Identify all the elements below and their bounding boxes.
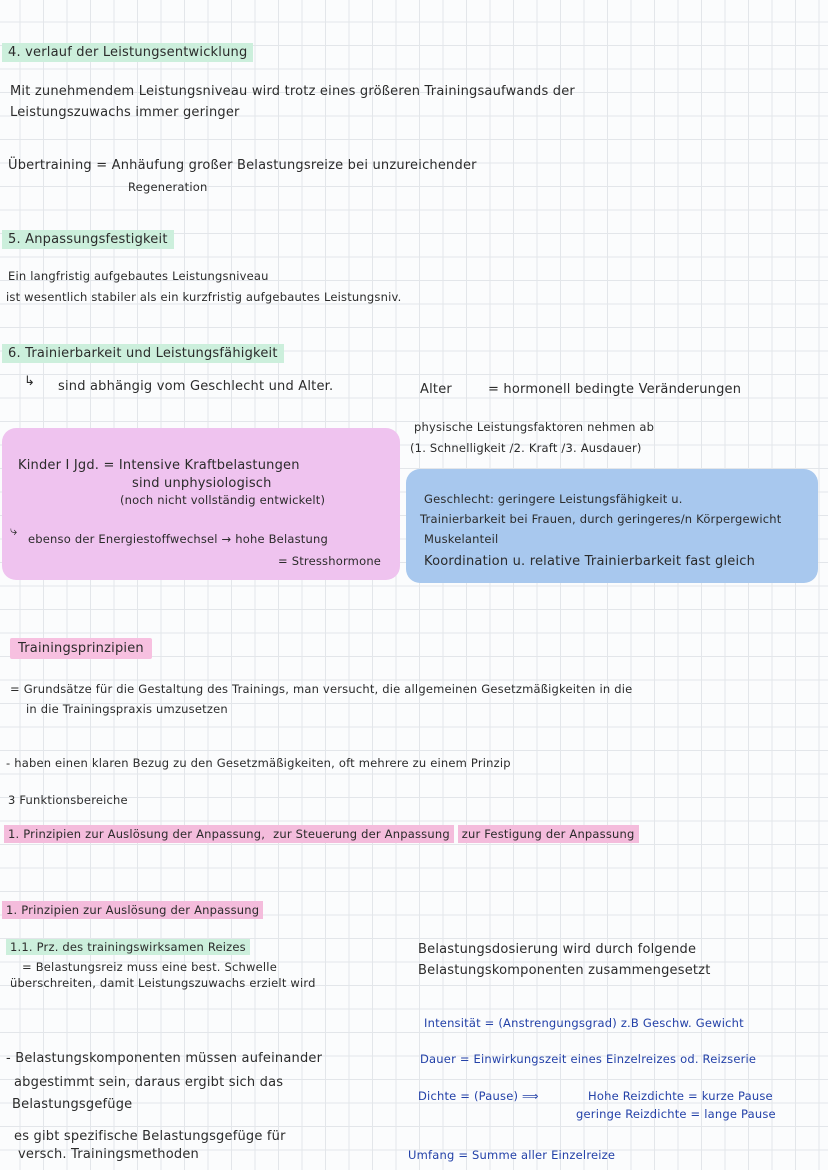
trainingsprinzipien-definition-1: = Grundsätze für die Gestaltung des Trainings, man versucht, die allgemeinen Gesetzmäßigkeiten in die [10, 682, 633, 696]
kinder-line-5: = Stresshormone [278, 554, 382, 568]
kinder-line-3: (noch nicht vollständig entwickelt) [120, 493, 326, 507]
kinder-line-4: ebenso der Energiestoffwechsel → hohe Belastung [28, 532, 328, 546]
section-1-1-line-1: = Belastungsreiz muss eine best. Schwelle [22, 960, 277, 974]
dichte-hoch: Hohe Reizdichte = kurze Pause [588, 1089, 773, 1103]
belastungskomponenten-line-1: - Belastungskomponenten müssen aufeinander [6, 1051, 323, 1066]
prinzipien-overview [4, 827, 639, 842]
trainingsprinzipien-heading: Trainingsprinzipien [10, 640, 152, 657]
alter-label: Alter [420, 382, 452, 397]
alter-definition: = hormonell bedingte Veränderungen [488, 382, 742, 397]
dichte-gering: geringe Reizdichte = lange Pause [576, 1107, 776, 1121]
belastungskomponenten-line-4: es gibt spezifische Belastungsgefüge für [14, 1129, 286, 1144]
intensitaet-line: Intensität = (Anstrengungsgrad) z.B Geschw. Gewicht [424, 1016, 744, 1030]
alter-line-2: physische Leistungsfaktoren nehmen ab [414, 420, 655, 434]
kinder-line-1: Kinder I Jgd. = Intensive Kraftbelastungen [18, 458, 300, 473]
geschlecht-line-4: Koordination u. relative Trainierbarkeit fast gleich [424, 554, 756, 569]
section-6-subline: sind abhängig vom Geschlecht und Alter. [58, 379, 334, 394]
dichte-label: Dichte = (Pause) ⟹ [418, 1089, 539, 1103]
prinzip-steuerung: zur Steuerung der Anpassung [269, 825, 454, 843]
belastungskomponenten-line-2: abgestimmt sein, daraus ergibt sich das [14, 1075, 284, 1090]
dosierung-line-2: Belastungskomponenten zusammengesetzt [418, 963, 711, 978]
trainingsprinzipien-definition-2: in die Trainingspraxis umzusetzen [26, 702, 228, 716]
geschlecht-line-2: Trainierbarkeit bei Frauen, durch geringeres/n Körpergewicht [420, 512, 782, 526]
section-1-heading: 1. Prinzipien zur Auslösung der Anpassung [2, 903, 263, 918]
curved-arrow-icon: ⤷ [10, 524, 18, 539]
section-5-line-2: ist wesentlich stabiler als ein kurzfristig aufgebautes Leistungsniv. [6, 290, 402, 304]
umfang-line: Umfang = Summe aller Einzelreize [408, 1148, 616, 1162]
belastungskomponenten-line-3: Belastungsgefüge [12, 1097, 133, 1112]
geschlecht-line-1: Geschlecht: geringere Leistungsfähigkeit u. [424, 492, 683, 506]
prinzip-ausloesung: 1. Prinzipien zur Auslösung der Anpassung, [4, 825, 269, 843]
uebertraining-definition-cont: Regeneration [128, 180, 208, 194]
dosierung-line-1: Belastungsdosierung wird durch folgende [418, 942, 697, 957]
section-5-heading: 5. Anpassungsfestigkeit [2, 231, 174, 248]
belastungskomponenten-line-5: versch. Trainingsmethoden [18, 1147, 199, 1162]
section-1-1-heading: 1.1. Prz. des trainingswirksamen Reizes [6, 940, 250, 955]
dauer-line: Dauer = Einwirkungszeit eines Einzelreizes od. Reizserie [420, 1052, 757, 1066]
bezug-line: - haben einen klaren Bezug zu den Gesetzmäßigkeiten, oft mehrere zu einem Prinzip [6, 756, 511, 770]
prinzip-festigung: zur Festigung der Anpassung [458, 825, 639, 843]
alter-line-3: (1. Schnelligkeit /2. Kraft /3. Ausdauer) [410, 441, 642, 455]
uebertraining-definition: Übertraining = Anhäufung großer Belastungsreize bei unzureichender [8, 158, 477, 173]
section-5-line-1: Ein langfristig aufgebautes Leistungsniveau [8, 269, 269, 283]
funktionsbereiche: 3 Funktionsbereiche [8, 793, 128, 807]
arrow-down-right-icon: ↳ [24, 374, 35, 389]
section-6-heading: 6. Trainierbarkeit und Leistungsfähigkeit [2, 345, 284, 362]
kinder-line-2: sind unphysiologisch [132, 476, 272, 491]
section-4-line-1: Mit zunehmendem Leistungsniveau wird trotz eines größeren Trainingsaufwands der [10, 84, 575, 99]
geschlecht-line-3: Muskelanteil [424, 532, 499, 546]
section-1-1-line-2: überschreiten, damit Leistungszuwachs erzielt wird [10, 976, 316, 990]
section-4-line-2: Leistungszuwachs immer geringer [10, 105, 240, 120]
section-4-heading: 4. verlauf der Leistungsentwicklung [2, 44, 253, 61]
